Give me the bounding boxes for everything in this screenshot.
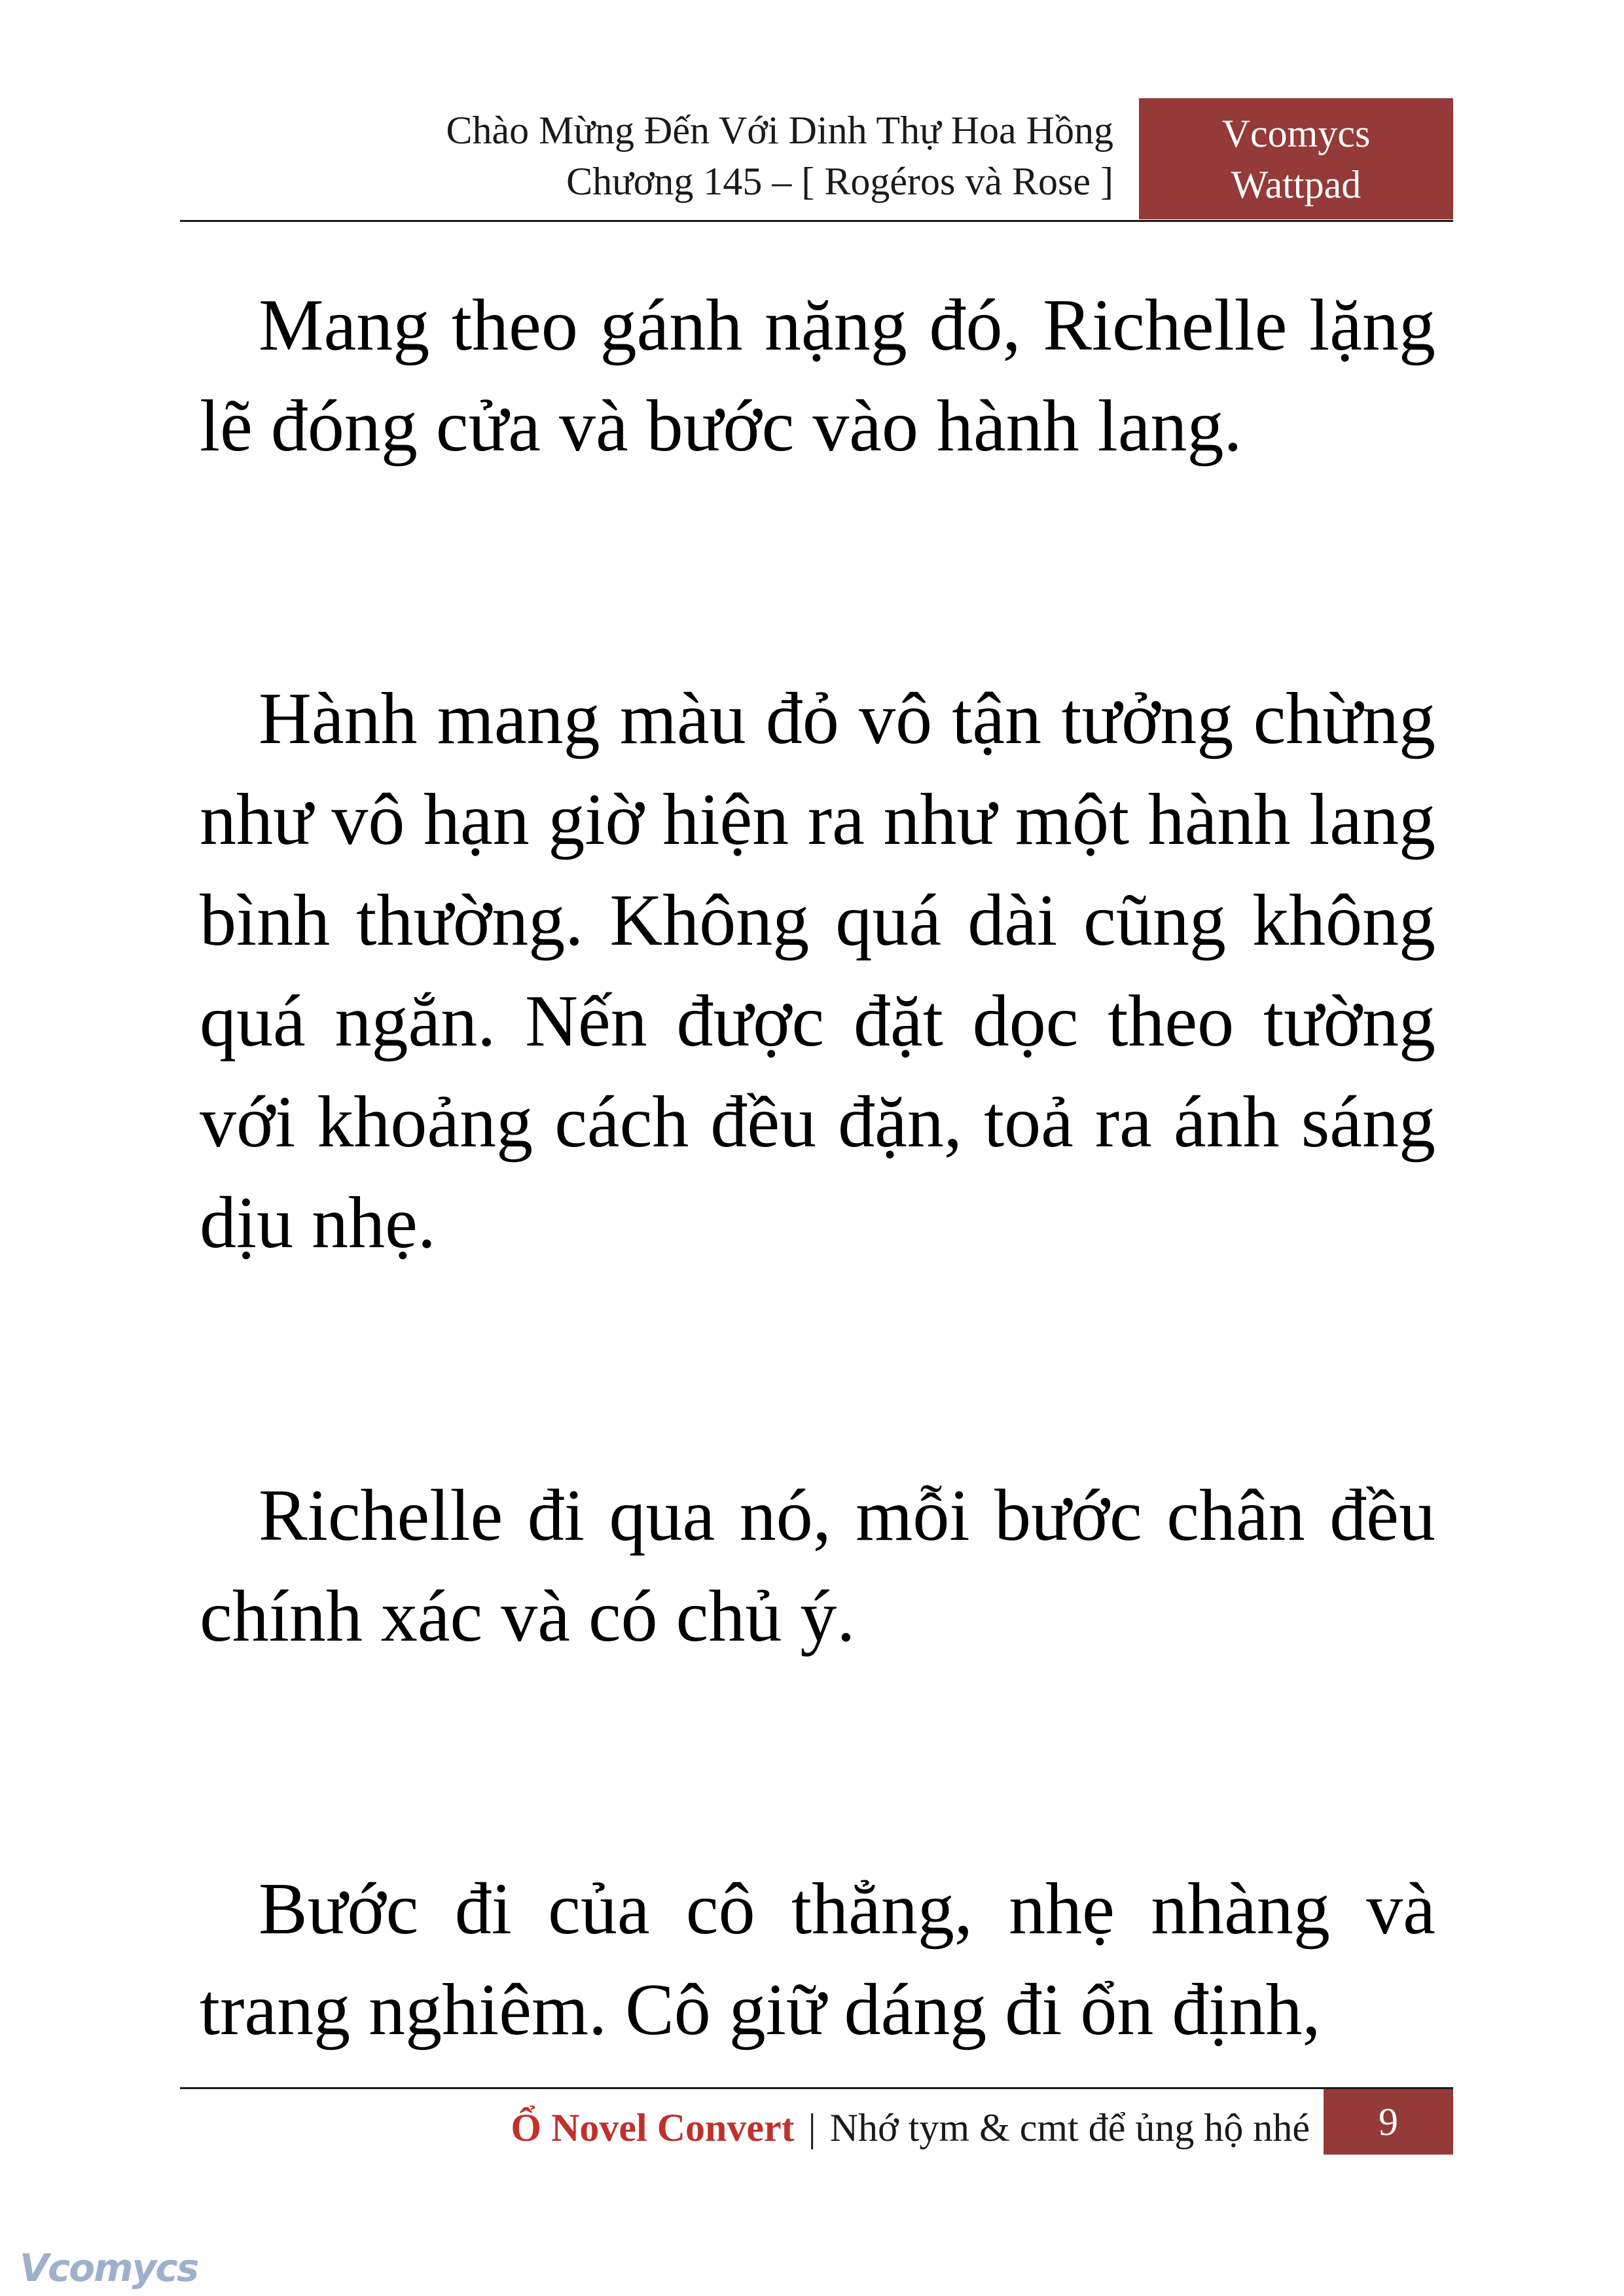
watermark-logo: Vcomycs	[20, 2246, 198, 2290]
chapter-body	[200, 275, 1435, 2060]
chapter-title: Chương 145 – [ Rogéros và Rose ]	[566, 160, 1113, 203]
source-badge	[1139, 98, 1453, 219]
paragraph-2: Hành mang màu đỏ vô tận tưởng chừng như vô hạn giờ hiện ra như một hành lang bình thường. Không quá dài cũng không quá ngắn. Nến được đặt dọc theo tường với khoảng cách đều đặn, toả ra ánh sáng dịu nhẹ.	[200, 678, 1435, 1264]
paragraph-1: Mang theo gánh nặng đó, Richelle lặng lẽ đóng cửa và bước vào hành lang.	[200, 285, 1435, 467]
footer-message: Nhớ tym & cmt để ủng hộ nhé	[829, 2106, 1310, 2149]
page-footer	[197, 2095, 1310, 2160]
source-badge-line2: Wattpad	[1231, 163, 1362, 206]
paragraph-4: Bước đi của cô thẳng, nhẹ nhàng và trang nghiêm. Cô giữ dáng đi ổn định,	[200, 1868, 1435, 2050]
page-number: 9	[1324, 2089, 1453, 2155]
footer-separator: |	[808, 2106, 816, 2149]
page-header	[197, 105, 1113, 207]
paragraph-3: Richelle đi qua nó, mỗi bước chân đều chính xác và có chủ ý.	[200, 1475, 1435, 1657]
footer-divider	[180, 2087, 1453, 2089]
footer-brand: Ổ Novel Convert	[511, 2106, 795, 2149]
header-divider	[180, 220, 1453, 222]
source-badge-line1: Vcomycs	[1221, 112, 1371, 155]
book-title: Chào Mừng Đến Với Dinh Thự Hoa Hồng	[446, 109, 1113, 152]
